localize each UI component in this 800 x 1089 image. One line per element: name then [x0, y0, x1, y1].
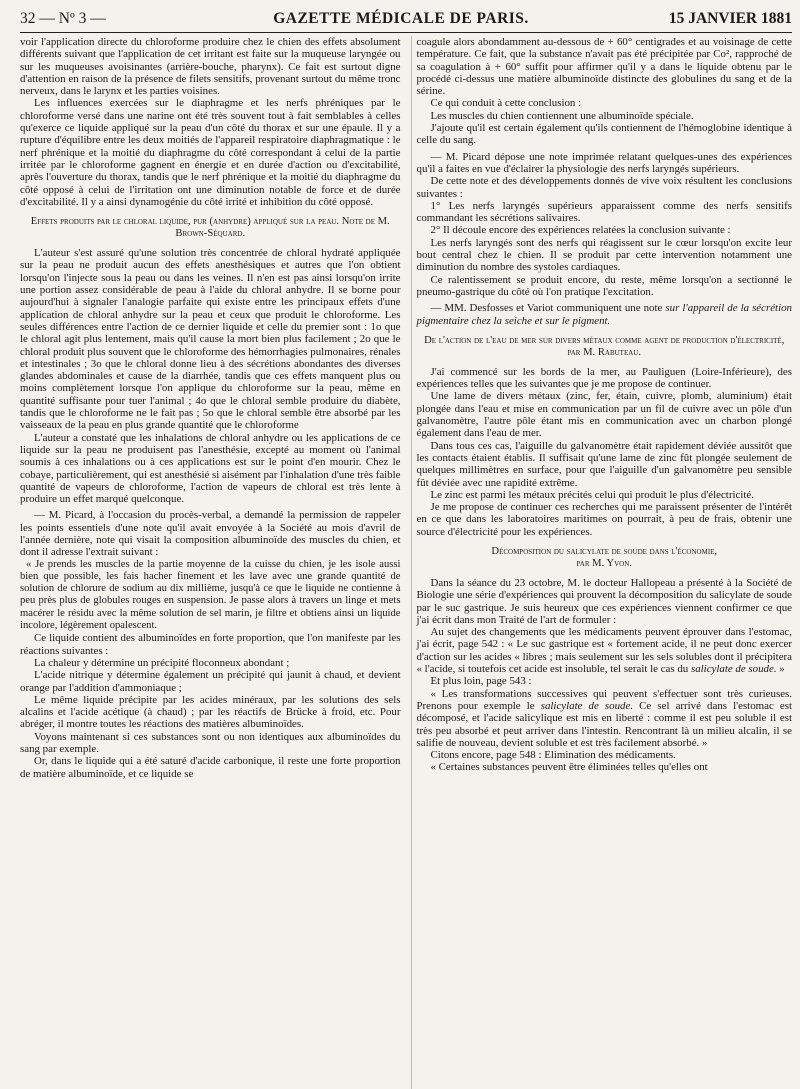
section-heading-chloral — [20, 216, 401, 240]
text-run: Ce sel arrivé dans l'estomac est décomposé, et l'acide salicylique est mis en liberté : comme il est peu soluble il est très peu absorbé et peut arriver dans l'intestin. Rencontrant là un milieu alcalin, il se salifie de nouveau, devient soluble et est très facilement absorbé. » — [416, 699, 792, 749]
paragraph: voir l'application directe du chloroforme produire chez le chien des effets absolument différents suivant que l'application de cet irritant est faite sur la muqueuse laryngée ou sur les muqueuses avoisinantes (arrière-bouche, pharynx). Ce fait est surtout digne d'attention en raison de la présence de filets sensitifs, provenant surtout du même tronc nerveux, dans le larynx et les parties voisines. — [20, 36, 401, 98]
paragraph: Or, dans le liquide qui a été saturé d'acide carbonique, il reste une forte proportion de matière albuminoïde, et ce liquide se — [20, 755, 401, 780]
paragraph: 2° Il découle encore des expériences relatées la conclusion suivante : — [430, 224, 731, 237]
section-author: par M. Yvon. — [576, 557, 632, 569]
page-header — [20, 10, 792, 33]
section-heading-salicylate — [417, 546, 793, 570]
paragraph: Une lame de divers métaux (zinc, fer, étain, cuivre, plomb, aluminium) était plongée dans l'eau et mise en communication par un fil de cuivre avec un pôle d'un galvanomètre, l'autre pôle étant mis en communication avec un charbon plongé également dans l'eau de mer. — [416, 390, 792, 440]
paragraph: coagule alors abondamment au-dessous de + 60° centigrades et au voisinage de cette température. Ce fait, que la substance n'avait pas été précipitée par Co², rapproché de sa coagulation à + 60° suffit pour affirmer qu'il y a dans le liquide obtenu par le procédé ci-dessus une matière albuminoïde distincte des globulines du sang et de la sérine. — [416, 36, 792, 98]
right-column — [411, 36, 793, 1089]
paragraph — [417, 626, 793, 675]
paragraph: Le zinc est parmi les métaux précités celui qui produit le plus d'électricité. — [430, 488, 754, 501]
paragraph: Les nerfs laryngés sont des nerfs qui réagissent sur le cœur lorsqu'on excite leur bout central chez le chien. Il se produit par cette intervention notamment une diminution du nombre des systoles cardiaques. — [416, 236, 792, 274]
paragraph: Ce qui conduit à cette conclusion : — [430, 97, 582, 110]
paragraph: « Certaines substances peuvent être éliminées telles qu'elles ont — [430, 761, 708, 774]
paragraph: Les muscles du chien contiennent une albuminoïde spéciale. — [430, 109, 694, 122]
paragraph: L'auteur a constaté que les inhalations de chloral anhydre ou les applications de ce liquide sur la peau ne produisent pas l'anesthésie, excepté au moment où l'animal soumis à ces inhalations ou à ces applications est sur le point d'en mourir. Chez le cobaye, particulièrement, qui est anesthésié si aisément par l'inhalation d'une très faible quantité de vapeurs de chloroforme, l'action de vapeurs de chloral est très lente à produire un effet marqué quelconque. — [20, 431, 401, 506]
italic-text: salicylate de soude. — [690, 663, 777, 676]
paragraph — [417, 302, 793, 327]
paragraph: Et plus loin, page 543 : — [430, 675, 532, 688]
section-title: Décomposition du salicylate de soude dans l'économie, — [491, 545, 718, 557]
section-title: De l'action de l'eau de mer sur divers métaux comme agent de production d'électricité, — [424, 334, 785, 346]
paragraph: De cette note et des développements donnés de vive voix résultent les conclusions suivantes : — [416, 175, 792, 200]
text-run: Au sujet des changements que les médicaments peuvent éprouver dans l'estomac, j'ai écrit, page 542 : « Le suc gastrique est « fortement acide, il ne peut donc exercer d'action sur les acides « libres ; mais seulement sur les sels solubles dont il précipitera « l'acide, si toutefois cet acide est insoluble, tel serait le cas du — [416, 626, 792, 676]
italic-text: sur l'appareil de la sécrétion pigmentaire chez la seiche et sur le pigment. — [416, 302, 792, 327]
text-run: « Les transformations successives qui peuvent s'effectuer sont très curieuses. Prenons pour exemple le — [416, 687, 792, 712]
quotation: « Je prends les muscles de la partie moyenne de la cuisse du chien, je les isole aussi bien que possible, les fais hacher finement et les lave avec une grande quantité de solution de chlorure de sodium au dix millième, jusqu'à ce que le liquide ne contienne à peu près plus de globules rouges en suspension. Je passe alors à travers un linge et mets macérer le résidu avec la même solution de sel marin, je filtre et obtiens ainsi un liquide incolore, légèrement opalescent. — [20, 558, 401, 632]
text-run: — MM. Desfosses et Variot communiquent une note — [430, 302, 663, 315]
journal-title: GAZETTE MÉDICALE DE PARIS. — [273, 10, 529, 27]
paragraph: Dans tous ces cas, l'aiguille du galvanomètre était rapidement déviée aussitôt que les contacts étaient établis. Il suffisait qu'une lame de zinc fût plongée seulement de quelques millimètres en surface, pour que l'aiguille d'un galvanomètre peu sensible fût déviée avec une rapidité extrême. — [416, 439, 792, 489]
text-run: » — [779, 663, 785, 676]
paragraph: J'ai commencé sur les bords de la mer, au Pauliguen (Loire-Inférieure), des expériences telles que les suivantes que je me propose de continuer. — [416, 365, 792, 391]
paragraph: Dans la séance du 23 octobre, M. le docteur Hallopeau a présenté à la Société de Biologie une série d'expériences qui prouvent la décomposition du salicylate de soude par le suc gastrique. Je suis heureux que ces expériences viennent confirmer ce que j'ai écrit dans mon Traité de l'art de formuler : — [416, 576, 792, 626]
paragraph: 1° Les nerfs laryngés supérieurs apparaissent comme des nerfs sensitifs commandant les sécrétions salivaires. — [416, 199, 792, 225]
paragraph: Les influences exercées sur le diaphragme et les nerfs phréniques par le chloroforme versé dans une narine ont été très souvent tout à fait semblables à celles qu'exerce ce liquide appliqué sur la peau d'un côté du thorax et sur une épaule. Il y a rupture d'équilibre entre les deux moitiés de l'appareil respiratoire diaphragmatique : le nerf phrénique et la moitié du diaphragme du côté correspondant à celui de la partie irritée par le chloroforme gagnent en énergie et en durée d'action ou d'excitabilité, après l'ouverture du thorax, tandis que le nerf phrénique et la moitié du diaphragme du côté opposé à celui de l'irritation ont une diminution notable de force et de durée d'excitabilité. Il y a ainsi dynamogénie du côté irrité et inhibition du côté opposé. — [20, 97, 401, 208]
section-title: Effets produits par le chloral liquide, pur (anhydre) appliqué sur la peau. — [30, 216, 340, 228]
paragraph: La chaleur y détermine un précipité floconneux abondant ; — [34, 656, 290, 669]
paragraph: — M. Picard, à l'occasion du procès-verbal, a demandé la permission de rappeler les points essentiels d'une note qu'il avait envoyée à la Société au mois d'avril de l'année dernière, note qui visait la composition albuminoïde des muscles du chien, et dont il adresse l'extrait suivant : — [20, 509, 401, 559]
paragraph: — M. Picard dépose une note imprimée relatant quelques-unes des expériences qu'il a faites en vue d'éclairer la physiologie des nerfs laryngés supérieurs. — [416, 150, 792, 175]
paragraph — [417, 688, 793, 749]
issue-date: 15 JANVIER 1881 — [668, 10, 792, 27]
paragraph: Ce liquide contient des albuminoïdes en forte proportion, que l'on manifeste par les réactions suivantes : — [20, 632, 401, 657]
text-columns — [20, 36, 792, 1089]
paragraph: Je me propose de continuer ces recherches qui me paraissent présenter de l'intérêt en ce que dans les laboratoires maritimes on pourrait, à peu de frais, obtenir une source d'électricité pour les expériences. — [416, 501, 792, 538]
paragraph: Le même liquide précipite par les acides minéraux, par les solutions des sels alcalins et l'acide acétique (à chaud) ; par les réactifs de Brücke à froid, etc. Pour abréger, il montre toutes les réactions des matières albuminoïdes. — [20, 693, 401, 731]
italic-text: salicylate de soude. — [540, 699, 634, 712]
paragraph: Voyons maintenant si ces substances sont ou non identiques aux albuminoïdes du sang par exemple. — [20, 730, 401, 756]
paragraph: J'ajoute qu'il est certain également qu'ils contiennent de l'hémoglobine identique à celle du sang. — [416, 122, 792, 147]
paragraph: L'acide nitrique y détermine également un précipité qui jaunit à chaud, et devient orange par l'addition d'ammoniaque ; — [20, 669, 401, 694]
section-author: par M. Rabuteau. — [567, 346, 641, 358]
paragraph: Citons encore, page 548 : Elimination des médicaments. — [430, 749, 676, 762]
left-column — [20, 36, 401, 1089]
page-number: 32 — Nº 3 — — [20, 10, 106, 27]
paragraph: Ce ralentissement se produit encore, du reste, même lorsqu'on a sectionné le pneumo-gastrique du côté où l'on pratique l'excitation. — [416, 273, 792, 298]
section-heading-eau-de-mer — [417, 335, 793, 359]
paragraph: L'auteur s'est assuré qu'une solution très concentrée de chloral hydraté appliquée sur la peau ne produit aucun des effets anesthésiques et autres que l'on obtient lorsqu'on l'injecte sous la peau ou dans les veines. Il n'en est pas ainsi lorsqu'on irrite une portion assez considérable de peau à l'aide du chloral anhydre. Il se borne pour aujourd'hui à signaler l'analogie parfaite qui existe entre les principaux effets d'une application de chloral anhydre sur la peau et ceux que produit le chloroforme. Les seules différences entre l'action de ce dernier liquide et celle du premier sont : 1o que le chloral agit plus lentement, mais qu'il cause la mort bien plus facilement ; 2o que le chloral produit plus souvent que le chloroforme des hémorrhagies pulmonaires, rénales et intestinales ; 3o que le chloral donne lieu à des sécrétions abondantes des diverses glandes abdominales et cause de la diarrhée, tandis que ces effets manquent plus ou moins complètement lorsque l'on applique du chloroforme sur la peau, même en quantité suffisante pour tuer l'animal ; 4o que le chloral semble produire du diabète, tandis que le chloroforme ne le fait pas ; 5o que le chloral semble être absorbé par les vaisseaux de la peau en plus grande quantité que le chloroforme — [20, 247, 401, 432]
section-author: Note de M. Brown-Séquard. — [175, 216, 390, 240]
